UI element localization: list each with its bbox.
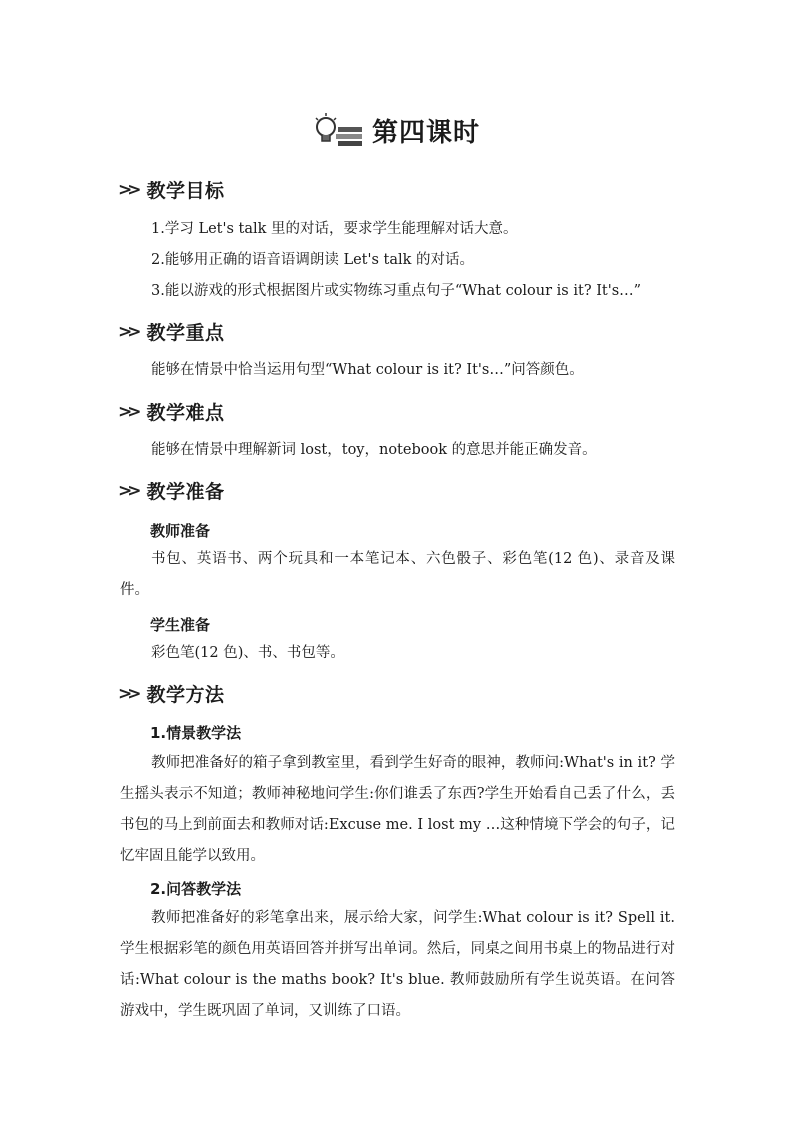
double-chevron-icon: >> [118,480,137,501]
method-1-label: 1.情景教学法 [150,724,242,742]
page-header [0,112,794,149]
double-chevron-icon: >> [118,321,137,342]
method-2-label: 2.问答教学法 [150,880,242,898]
student-prep-label: 学生准备 [150,616,211,634]
goal-item-3: 3.能以游戏的形式根据图片或实物练习重点句子“What colour is it? It's…” [151,283,642,299]
student-prep-text: 彩色笔(12 色)、书、书包等。 [151,645,345,661]
page-title: 第四课时 [371,118,480,148]
method-2-text: 教师把准备好的彩笔拿出来，展示给大家，问学生:What colour is it? Spell it. 学生根据彩笔的颜色用英语回答并拼写出单词。然后，同桌之间用书桌上的物品进行对话:What colour is the maths book? It's blue. 教师鼓励所有学生说英语。在问答游戏中，学生既巩固了单词，又训练了口语。 [120,910,675,1019]
goal-item-1: 1.学习 Let's talk 里的对话，要求学生能理解对话大意。 [151,221,518,237]
teacher-prep-label: 教师准备 [150,522,211,540]
lightbulb-books-icon [314,113,366,149]
section-heading-methods: >> 教学方法 [118,683,225,706]
section-heading-key-points: >> 教学重点 [118,321,225,344]
method-1-text: 教师把准备好的箱子拿到教室里，看到学生好奇的眼神，教师问:What's in it? 学生摇头表示不知道；教师神秘地问学生:你们谁丢了东西?学生开始看自己丢了什么，丢书包的马上到前面去和教师对话:Excuse me. I lost my …这种情境下学会的句子，记忆牢固且能学以致用。 [120,755,675,864]
section-heading-difficulties: >> 教学难点 [118,401,225,424]
difficulties-text: 能够在情景中理解新词 lost，toy，notebook 的意思并能正确发音。 [151,442,597,458]
double-chevron-icon: >> [118,683,137,704]
goal-item-2: 2.能够用正确的语音语调朗读 Let's talk 的对话。 [151,252,475,268]
double-chevron-icon: >> [118,401,137,422]
section-heading-preparation: >> 教学准备 [118,480,225,503]
section-heading-goals: >> 教学目标 [118,179,225,202]
double-chevron-icon: >> [118,179,137,200]
key-points-text: 能够在情景中恰当运用句型“What colour is it? It's…”问答颜色。 [151,362,584,378]
teacher-prep-text: 书包、英语书、两个玩具和一本笔记本、六色骰子、彩色笔(12 色)、录音及课件。 [120,551,675,598]
